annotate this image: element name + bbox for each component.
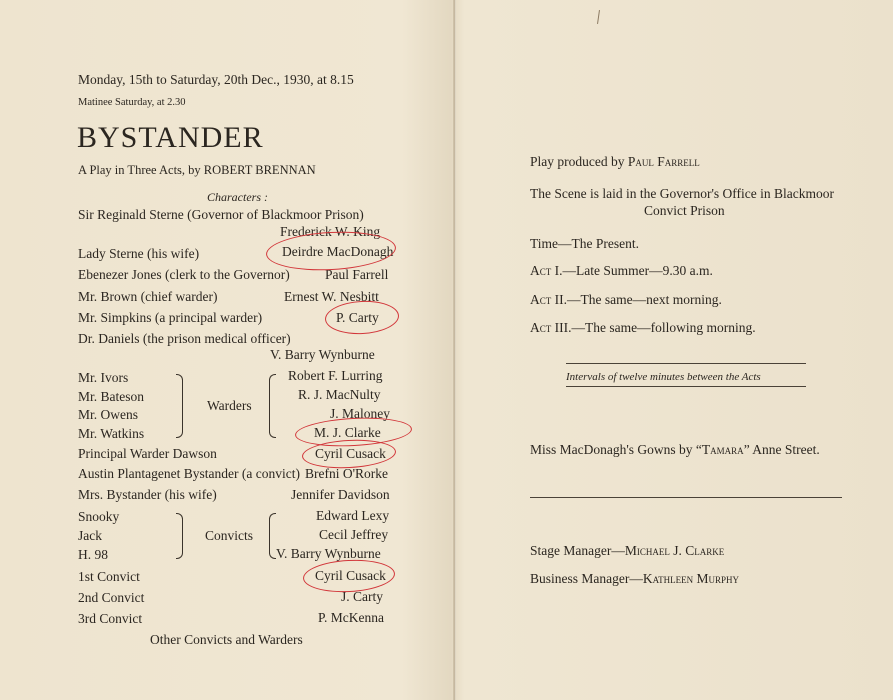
actor-austin: Brefni O'Rorke (305, 466, 389, 481)
characters-heading: Characters : (207, 190, 268, 204)
stage-manager-line (530, 543, 724, 559)
role-lady: Lady Sterne (his wife) (78, 246, 200, 261)
role-h98: H. 98 (78, 547, 108, 562)
warders-brace-left (176, 374, 183, 438)
produced-prefix: Play produced by (530, 154, 625, 169)
convicts-label: Convicts (205, 528, 254, 543)
gowns-suffix: ” Anne Street. (743, 442, 820, 457)
gowns-line (530, 442, 820, 458)
divider-rule (530, 497, 842, 498)
time-line: Time—The Present. (530, 236, 639, 251)
role-bateson: Mr. Bateson (78, 389, 144, 404)
role-daniels: Dr. Daniels (the prison medical officer) (78, 331, 291, 346)
scene-line-2: Convict Prison (644, 203, 725, 218)
business-manager-prefix: Business Manager— (530, 571, 643, 586)
produced-line (530, 154, 700, 170)
convicts-brace-left (176, 513, 183, 559)
actor-h98: V. Barry Wynburne (276, 546, 381, 561)
actor-jones: Paul Farrell (325, 267, 389, 282)
role-3rd-convict: 3rd Convict (78, 611, 143, 626)
actor-snooky: Edward Lexy (316, 508, 390, 523)
role-watkins: Mr. Watkins (78, 426, 145, 441)
act-2-text: —The same—next morning. (567, 292, 722, 307)
warders-label: Warders (207, 398, 252, 413)
role-owens: Mr. Owens (78, 407, 138, 422)
warders-brace-right (269, 374, 276, 438)
act-2-label: Act II. (530, 292, 567, 307)
actor-bateson: R. J. MacNulty (298, 387, 381, 402)
role-brown: Mr. Brown (chief warder) (78, 289, 218, 304)
intervals-note: Intervals of twelve minutes between the Acts (566, 371, 761, 383)
pencil-mark (597, 10, 600, 24)
actor-ivors: Robert F. Lurring (288, 368, 383, 383)
act-3-text: —The same—following morning. (571, 320, 756, 335)
gowns-prefix: Miss MacDonagh's Gowns by “ (530, 442, 702, 457)
role-snooky: Snooky (78, 509, 120, 524)
role-dawson: Principal Warder Dawson (78, 446, 217, 461)
role-mrs-bystander: Mrs. Bystander (his wife) (78, 487, 217, 502)
role-austin: Austin Plantagenet Bystander (a convict) (78, 466, 300, 481)
convicts-brace-right (269, 513, 276, 559)
actor-owens: J. Maloney (330, 406, 390, 421)
actor-3rd-convict: P. McKenna (318, 610, 384, 625)
role-sterne: Sir Reginald Sterne (Governor of Blackmoor Prison) (78, 207, 364, 222)
actor-brown: Ernest W. Nesbitt (284, 289, 379, 304)
business-manager-line (530, 571, 739, 587)
role-1st-convict: 1st Convict (78, 569, 140, 584)
actor-2nd-convict: J. Carty (341, 589, 383, 604)
other-cast-line: Other Convicts and Warders (150, 632, 303, 647)
act-1-label: Act I. (530, 263, 563, 278)
matinee-line: Matinee Saturday, at 2.30 (78, 97, 186, 108)
divider-rule (566, 363, 806, 364)
stage-manager-prefix: Stage Manager— (530, 543, 625, 558)
act-1-text: —Late Summer—9.30 a.m. (562, 263, 713, 278)
date-line: Monday, 15th to Saturday, 20th Dec., 1930, at 8.15 (78, 72, 354, 87)
actor-mrs-bystander: Jennifer Davidson (291, 487, 390, 502)
act-3-line (530, 320, 756, 336)
right-page (456, 0, 893, 700)
role-jack: Jack (78, 528, 102, 543)
actor-lady: Deirdre MacDonagh (282, 244, 394, 259)
act-2-line (530, 292, 722, 308)
role-jones: Ebenezer Jones (clerk to the Governor) (78, 267, 290, 282)
actor-watkins: M. J. Clarke (314, 425, 381, 440)
gowns-brand: Tamara (701, 442, 744, 457)
scene-line-1: The Scene is laid in the Governor's Office in Blackmoor (530, 186, 834, 201)
actor-daniels: V. Barry Wynburne (270, 347, 375, 362)
producer-name: Paul Farrell (627, 154, 700, 169)
actor-dawson: Cyril Cusack (315, 446, 386, 461)
act-1-line (530, 263, 713, 279)
actor-sterne: Frederick W. King (280, 224, 381, 239)
role-ivors: Mr. Ivors (78, 370, 129, 385)
stage-manager-name: Michael J. Clarke (624, 543, 725, 558)
act-3-label: Act III. (530, 320, 572, 335)
divider-rule (566, 386, 806, 387)
business-manager-name: Kathleen Murphy (642, 571, 739, 586)
actor-jack: Cecil Jeffrey (319, 527, 389, 542)
role-2nd-convict: 2nd Convict (78, 590, 145, 605)
play-title: BYSTANDER (77, 121, 264, 154)
actor-1st-convict: Cyril Cusack (315, 568, 386, 583)
role-simpkins: Mr. Simpkins (a principal warder) (78, 310, 263, 325)
play-subtitle: A Play in Three Acts, by ROBERT BRENNAN (78, 163, 316, 177)
actor-simpkins: P. Carty (336, 310, 379, 325)
